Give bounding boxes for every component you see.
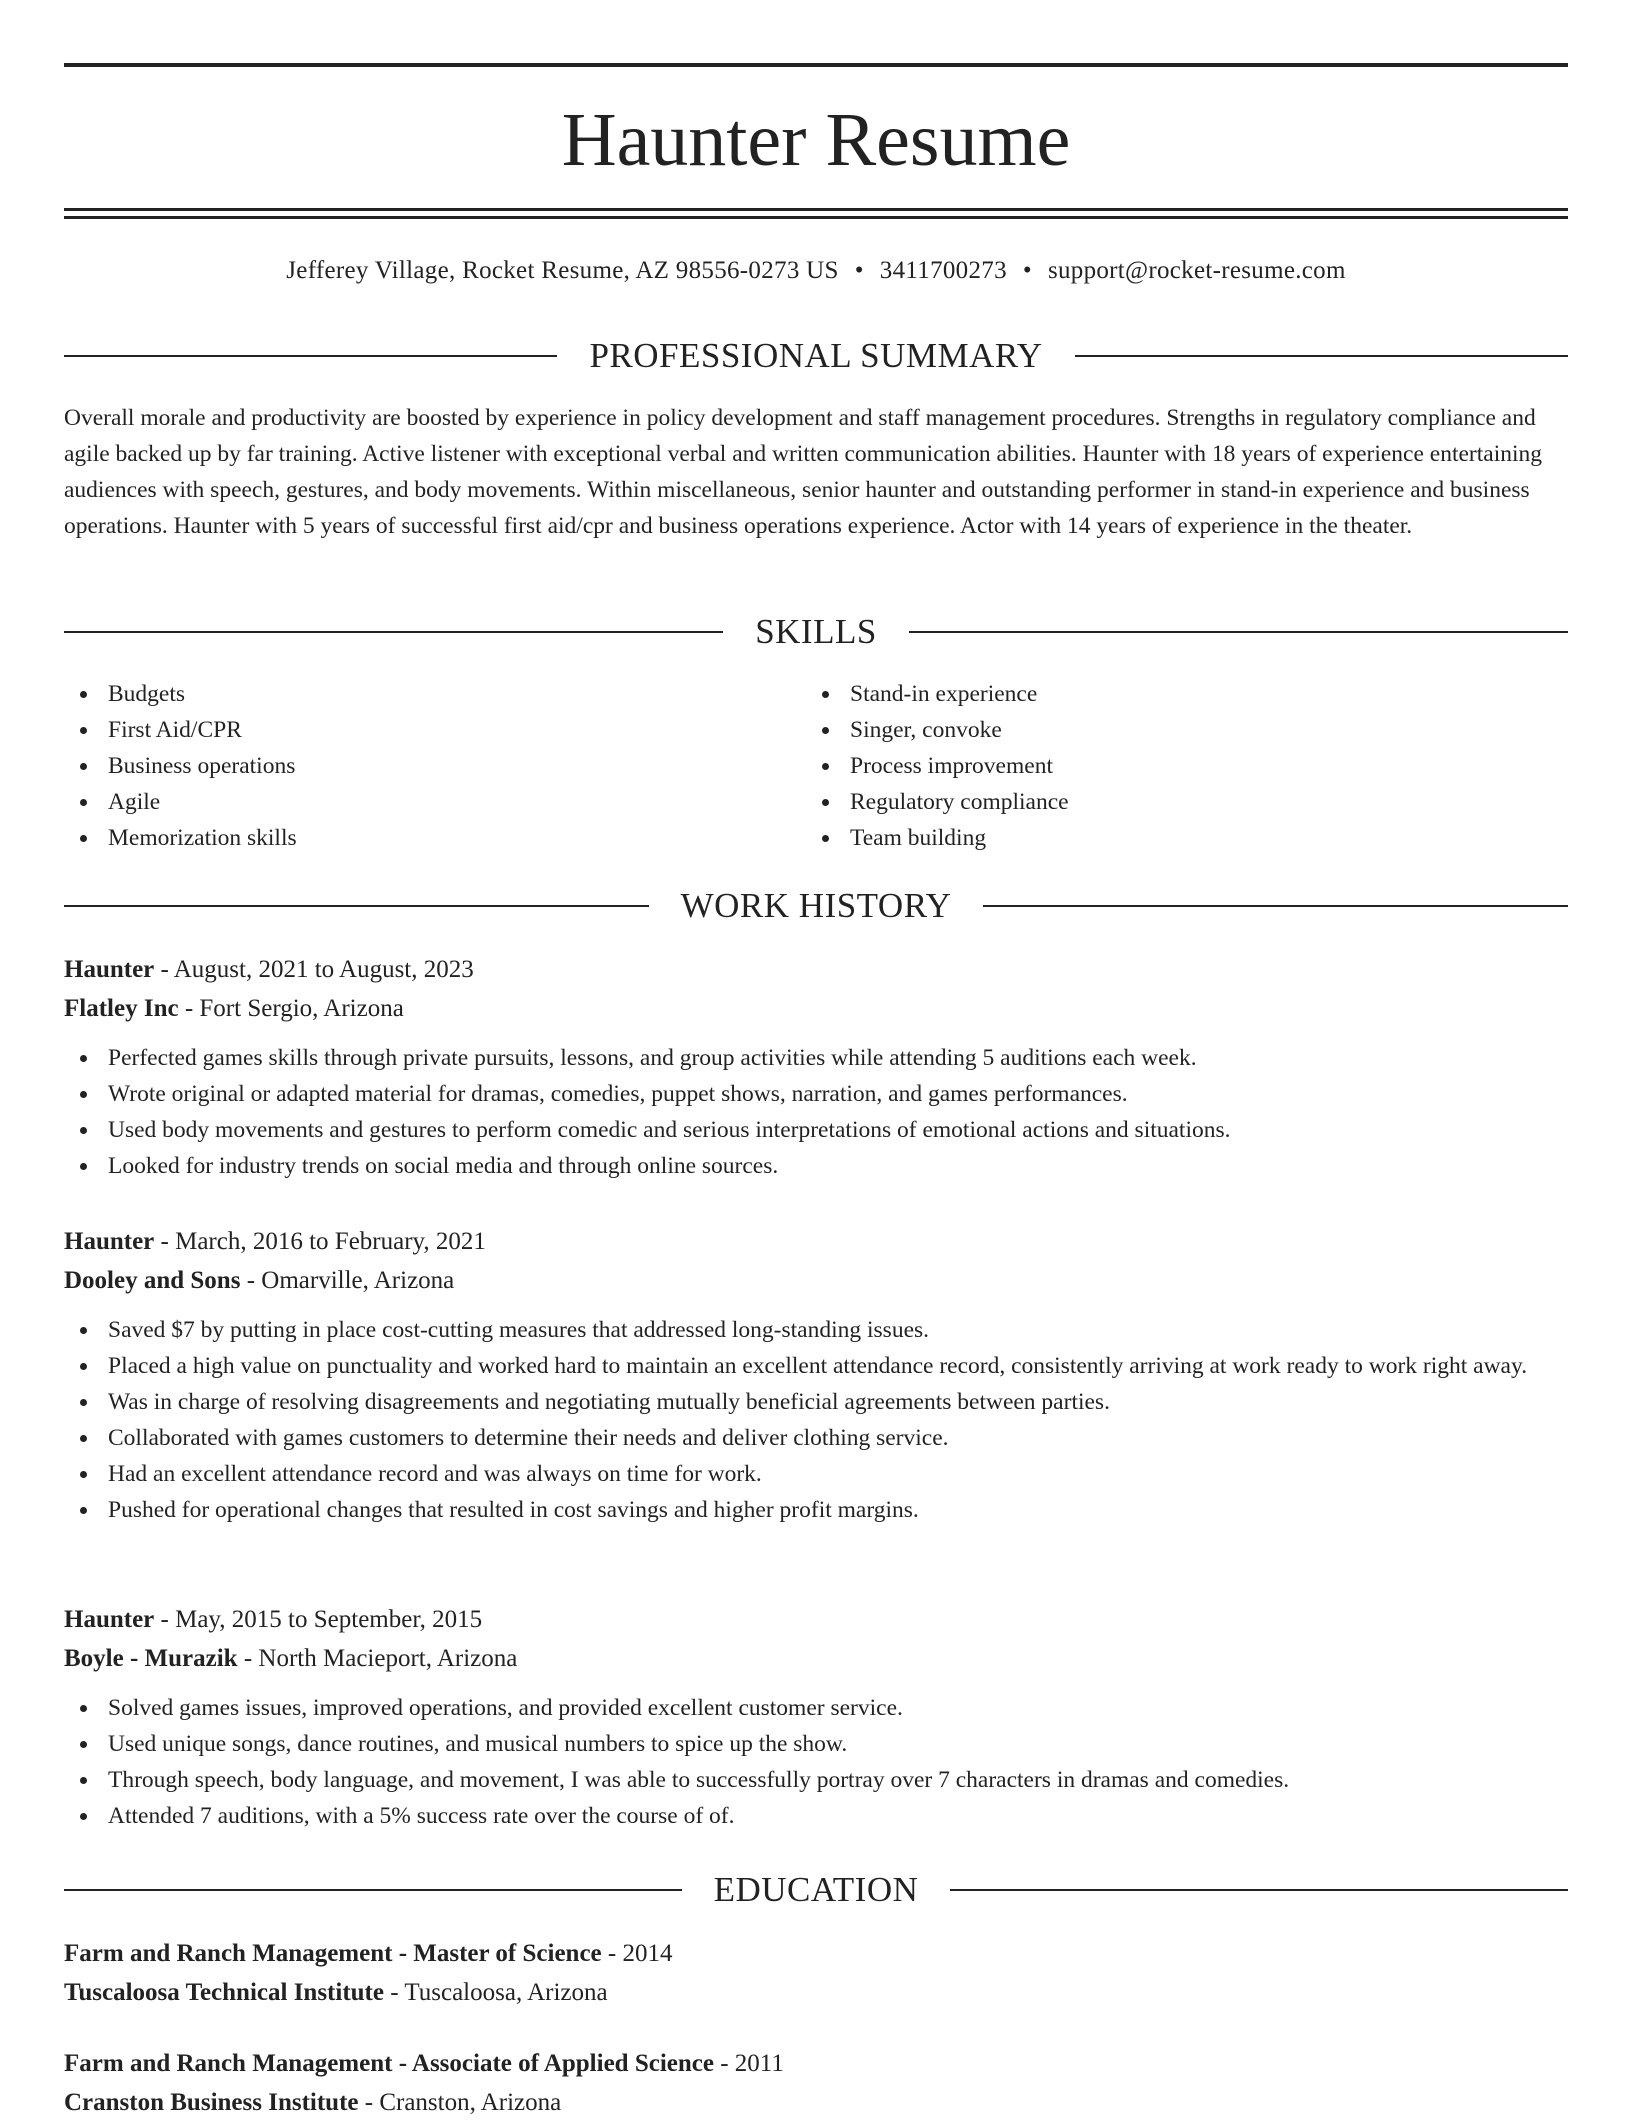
job-bullet: Perfected games skills through private pursuits, lessons, and group activities while attending 5 auditions each week. <box>64 1040 1568 1076</box>
education-heading-text: EDUCATION <box>713 1870 919 1909</box>
skill-item: First Aid/CPR <box>64 712 764 748</box>
skills-heading-text: SKILLS <box>755 612 877 651</box>
contact-separator: • <box>1022 257 1032 284</box>
work-entry <box>64 950 1568 1184</box>
degree-name: Farm and Ranch Management - Associate of Applied Science <box>64 2050 714 2077</box>
work-entry <box>64 1600 1568 1834</box>
heading-rule-left <box>64 905 649 907</box>
job-dates: - August, 2021 to August, 2023 <box>154 956 474 983</box>
skill-item: Agile <box>64 784 764 820</box>
job-location: - Omarville, Arizona <box>240 1267 455 1294</box>
school-name: Tuscaloosa Technical Institute <box>64 1979 384 2006</box>
summary-heading-text: PROFESSIONAL SUMMARY <box>589 336 1043 375</box>
job-bullet: Collaborated with games customers to determine their needs and deliver clothing service. <box>64 1420 1568 1456</box>
heading-rule-right <box>950 1889 1568 1891</box>
job-location: - North Macieport, Arizona <box>237 1645 518 1672</box>
summary-heading <box>64 334 1568 378</box>
job-title-line <box>64 950 1568 989</box>
work-heading-text: WORK HISTORY <box>680 886 952 925</box>
contact-line <box>64 252 1568 290</box>
heading-rule-left <box>64 355 557 357</box>
school-line <box>64 2083 1568 2122</box>
job-bullet: Saved $7 by putting in place cost-cutting measures that addressed long-standing issues. <box>64 1312 1568 1348</box>
job-title: Haunter <box>64 1606 155 1633</box>
job-bullet: Used body movements and gestures to perform comedic and serious interpretations of emotional actions and situations. <box>64 1112 1568 1148</box>
skill-item: Process improvement <box>806 748 1506 784</box>
job-title-line <box>64 1600 1568 1639</box>
school-name: Cranston Business Institute <box>64 2089 359 2116</box>
job-bullet: Solved games issues, improved operations, and provided excellent customer service. <box>64 1690 1568 1726</box>
job-title: Haunter <box>64 956 155 983</box>
skill-item: Business operations <box>64 748 764 784</box>
job-company: Flatley Inc <box>64 995 179 1022</box>
job-bullet: Wrote original or adapted material for dramas, comedies, puppet shows, narration, and games performances. <box>64 1076 1568 1112</box>
degree-line <box>64 1934 1568 1973</box>
work-entry <box>64 1222 1568 1528</box>
skill-item: Regulatory compliance <box>806 784 1506 820</box>
job-bullet: Used unique songs, dance routines, and musical numbers to spice up the show. <box>64 1726 1568 1762</box>
skill-item: Memorization skills <box>64 820 764 856</box>
skills-list-right <box>806 676 1506 856</box>
skill-item: Singer, convoke <box>806 712 1506 748</box>
job-bullets <box>64 1312 1568 1528</box>
skills-list-left <box>64 676 764 856</box>
job-dates: - March, 2016 to February, 2021 <box>154 1228 486 1255</box>
school-line <box>64 1973 1568 2012</box>
education-entry <box>64 2044 1568 2122</box>
job-bullets <box>64 1040 1568 1184</box>
skills-heading <box>64 610 1568 654</box>
degree-year: - 2014 <box>601 1940 673 1967</box>
job-bullet: Pushed for operational changes that resulted in cost savings and higher profit margins. <box>64 1492 1568 1528</box>
degree-line <box>64 2044 1568 2083</box>
job-bullet: Placed a high value on punctuality and worked hard to maintain an excellent attendance record, consistently arriving at work ready to work right away. <box>64 1348 1568 1384</box>
contact-phone: 3411700273 <box>879 257 1007 284</box>
job-bullet: Was in charge of resolving disagreements and negotiating mutually beneficial agreements between parties. <box>64 1384 1568 1420</box>
degree-year: - 2011 <box>713 2050 784 2077</box>
job-bullet: Looked for industry trends on social media and through online sources. <box>64 1148 1568 1184</box>
job-title: Haunter <box>64 1228 155 1255</box>
header-top-rule <box>64 63 1568 67</box>
job-company: Boyle - Murazik <box>64 1645 238 1672</box>
job-company: Dooley and Sons <box>64 1267 241 1294</box>
heading-rule-left <box>64 631 723 633</box>
job-company-line <box>64 1639 1568 1678</box>
heading-rule-right <box>983 905 1568 907</box>
job-dates: - May, 2015 to September, 2015 <box>154 1606 483 1633</box>
resume-title: Haunter Resume <box>561 98 1071 182</box>
job-bullet: Attended 7 auditions, with a 5% success rate over the course of of. <box>64 1798 1568 1834</box>
summary-text: Overall morale and productivity are boosted by experience in policy development and staff management procedures. Strengths in regulatory compliance and agile backed up by far training. Active listener with exceptional verbal and written communication abilities. Haunter with 18 years of experience entertaining audiences with speech, gestures, and body movements. Within miscellaneous, senior haunter and outstanding performer in stand-in experience and business operations. Haunter with 5 years of successful first aid/cpr and business operations experience. Actor with 14 years of experience in the theater. <box>64 405 1543 539</box>
skill-item: Budgets <box>64 676 764 712</box>
contact-separator: • <box>854 257 864 284</box>
heading-rule-right <box>909 631 1568 633</box>
education-heading <box>64 1868 1568 1912</box>
header-double-rule-upper <box>64 208 1568 211</box>
school-location: - Cranston, Arizona <box>358 2089 562 2116</box>
contact-email: support@rocket-resume.com <box>1047 257 1346 284</box>
job-company-line <box>64 1261 1568 1300</box>
header-double-rule-lower <box>64 216 1568 219</box>
degree-name: Farm and Ranch Management - Master of Science <box>64 1940 602 1967</box>
contact-address: Jefferey Village, Rocket Resume, AZ 98556-0273 US <box>286 257 839 284</box>
job-bullet: Had an excellent attendance record and was always on time for work. <box>64 1456 1568 1492</box>
job-bullet: Through speech, body language, and movement, I was able to successfully portray over 7 characters in dramas and comedies. <box>64 1762 1568 1798</box>
school-location: - Tuscaloosa, Arizona <box>383 1979 608 2006</box>
job-location: - Fort Sergio, Arizona <box>178 995 404 1022</box>
job-company-line <box>64 989 1568 1028</box>
skill-item: Stand-in experience <box>806 676 1506 712</box>
job-title-line <box>64 1222 1568 1261</box>
education-entry <box>64 1934 1568 2012</box>
heading-rule-left <box>64 1889 682 1891</box>
heading-rule-right <box>1075 355 1568 357</box>
job-bullets <box>64 1690 1568 1834</box>
work-heading <box>64 884 1568 928</box>
skill-item: Team building <box>806 820 1506 856</box>
